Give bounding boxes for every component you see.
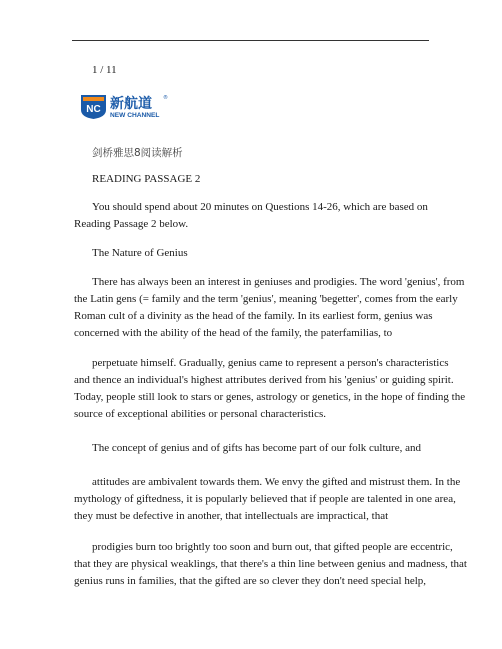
paragraph-3 <box>74 440 430 457</box>
passage-title: The Nature of Genius <box>92 247 188 259</box>
instruction-paragraph <box>74 199 430 233</box>
section-heading: READING PASSAGE 2 <box>92 173 201 185</box>
page-number: 1 / 11 <box>92 64 117 76</box>
text-line: attitudes are ambivalent towards them. We envy the gifted and mistrust them. In the <box>92 476 461 488</box>
text-line: genius runs in families, that the gifted are so clever they don't need special help, <box>74 575 427 587</box>
new-channel-logo <box>80 92 180 120</box>
text-line: they must be defective in another, that intellectuals are impractical, that <box>74 510 389 522</box>
text-line: perpetuate himself. Gradually, genius came to represent a person's characteristics <box>92 357 449 369</box>
logo-cn-text: 新航道 <box>110 96 152 112</box>
logo-mark-text: NC <box>86 104 101 115</box>
text-line: Reading Passage 2 below. <box>74 218 189 230</box>
logo-en-text: NEW CHANNEL <box>110 112 160 119</box>
text-line: Today, people still look to stars or genes, astrology or genetics, in the hope of finding the <box>74 391 466 403</box>
paragraph-5 <box>74 539 467 590</box>
paragraph-1 <box>74 274 465 342</box>
text-line: that they are physical weaklings, that there's a thin line between genius and madness, that <box>74 558 467 570</box>
text-line: prodigies burn too brightly too soon and burn out, that gifted people are eccentric, <box>92 541 453 553</box>
text-line: concerned with the ability of the head of the family, the paterfamilias, to <box>74 327 393 339</box>
paragraph-4 <box>74 474 461 525</box>
document-subtitle: 剑桥雅思8阅读解析 <box>92 147 183 159</box>
paragraph-2 <box>74 355 466 423</box>
text-line: mythology of giftedness, it is popularly believed that if people are talented in one area, <box>74 493 456 505</box>
text-line: There has always been an interest in geniuses and prodigies. The word 'genius', from <box>92 276 465 288</box>
text-line: source of exceptional abilities or personal characteristics. <box>74 408 326 420</box>
text-line: Roman cult of a divinity as the head of the family. In its earliest form, genius was <box>74 310 433 322</box>
header-rule <box>72 40 429 41</box>
text-line: and thence an individual's highest attributes derived from his 'genius' or guiding spirit. <box>74 374 454 386</box>
text-line: the Latin gens (= family and the term 'genius', meaning 'begetter', comes from the early <box>74 293 458 305</box>
text-line: You should spend about 20 minutes on Questions 14-26, which are based on <box>92 201 428 213</box>
text-line: The concept of genius and of gifts has become part of our folk culture, and <box>92 442 421 454</box>
logo-registered-mark: ® <box>163 95 168 101</box>
